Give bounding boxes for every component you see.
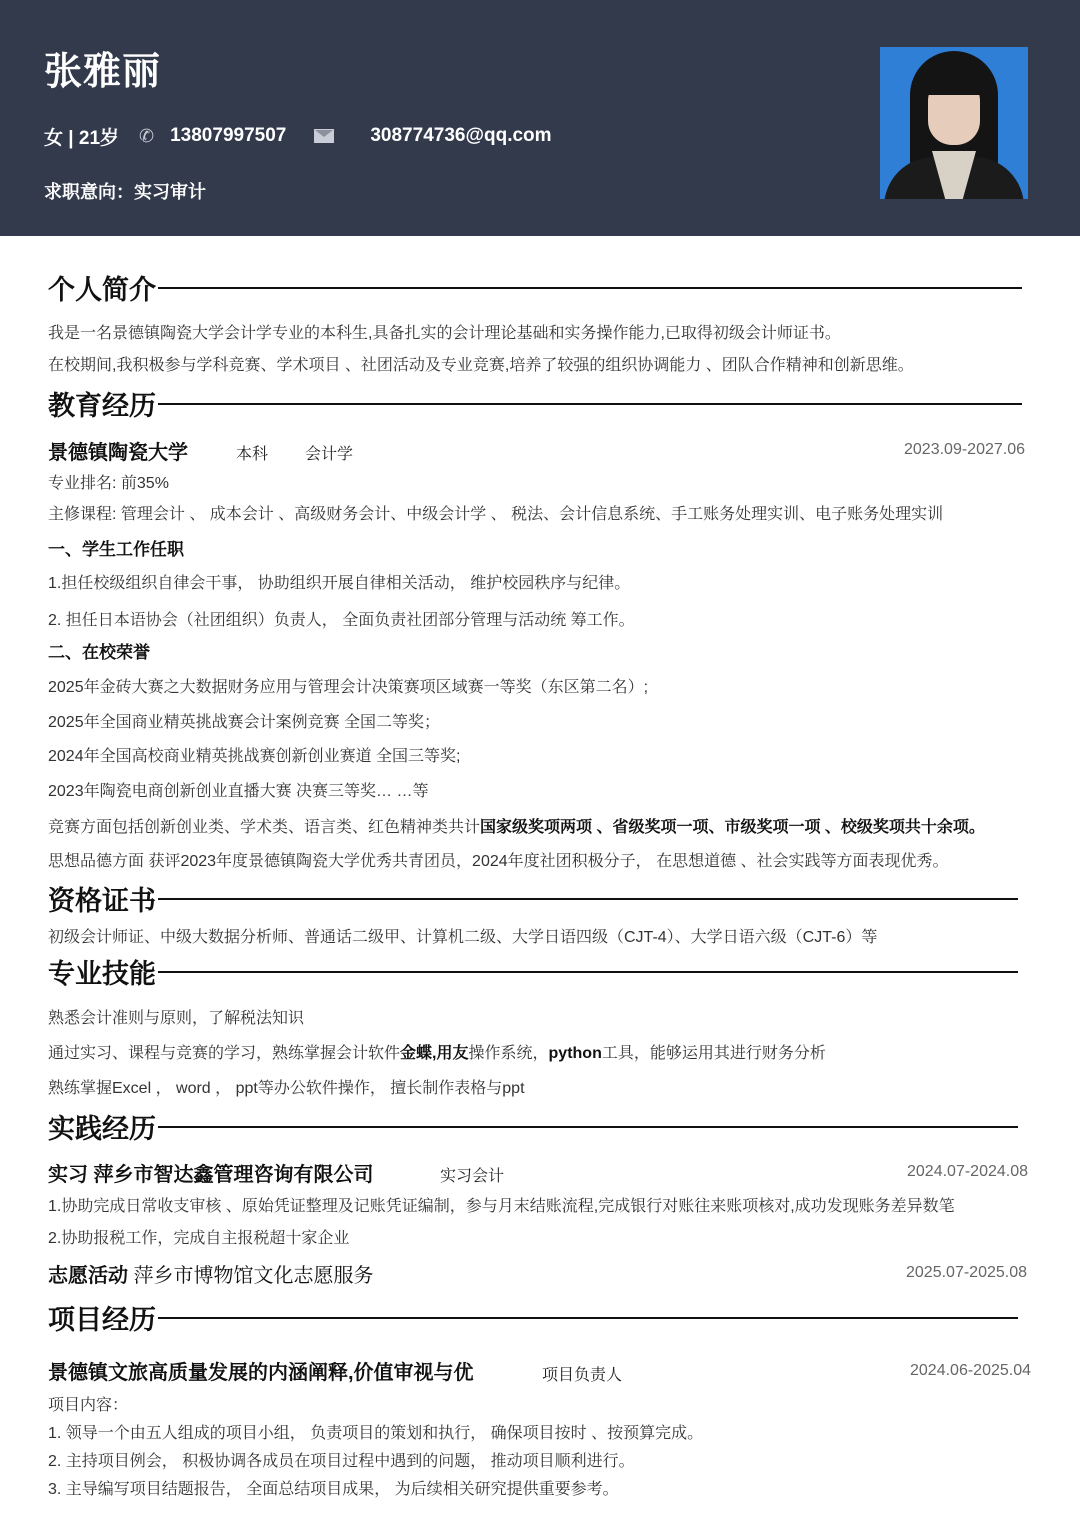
profile-line: 我是一名景德镇陶瓷大学会计学专业的本科生,具备扎实的会计理论基础和实务操作能力,已取得初级会计师证书。 [48, 325, 841, 342]
honor-item: 2025年金砖大赛之大数据财务应用与管理会计决策赛项区域赛一等奖（东区第二名）; [48, 679, 649, 696]
honor-subtitle: 二、在校荣誉 [48, 643, 150, 662]
phone-number: 13807997507 [170, 125, 287, 146]
summary-highlight: 国家级奖项两项 、省级奖项一项、市级奖项一项 、校级奖项共十余项。 [480, 819, 985, 836]
section-divider [158, 898, 1018, 900]
skill-line: 熟悉会计准则与原则，了解税法知识 [48, 1010, 305, 1027]
work-subtitle: 一、学生工作任职 [48, 540, 184, 559]
skill-text: 工具，能够运用其进行财务分析 [601, 1045, 826, 1062]
section-title-certs [48, 879, 1018, 918]
avatar [880, 47, 1028, 199]
section-label: 资格证书 [48, 886, 156, 916]
section-divider [158, 403, 1022, 405]
courses: 主修课程: 管理会计 、 成本会计 、高级财务会计、中级会计学 、 税法、会计信息系统、手工账务处理实训、电子账务处理实训 [48, 506, 944, 523]
job-intent: 求职意向：实习审计 [44, 182, 206, 202]
section-label: 个人简介 [48, 275, 156, 305]
profile-line: 在校期间,我积极参与学科竞赛、学术项目 、社团活动及专业竞赛,培养了较强的组织协调能力 、团队合作精神和创新思维。 [48, 357, 914, 374]
section-divider [158, 287, 1022, 289]
honor-item: 2024年全国高校商业精英挑战赛创新创业赛道 全国三等奖; [48, 748, 461, 765]
skill-software: 金蝶 [400, 1045, 433, 1062]
intern-item: 2.协助报税工作，完成自主报税超十家企业 [48, 1230, 350, 1247]
project-item: 1. 领导一个由五人组成的项目小组， 负责项目的策划和执行， 确保项目按时 、按预算完成。 [48, 1425, 704, 1442]
intern-item: 1.协助完成日常收支审核 、原始凭证整理及记账凭证编制，参与月末结账流程,完成银行对账往来账项核对,成功发现账务差异数笔 [48, 1198, 955, 1215]
resume-header [0, 0, 1080, 236]
candidate-name: 张雅丽 [44, 51, 162, 93]
ideology-line: 思想品德方面 获评2023年度景德镇陶瓷大学优秀共青团员，2024年度社团积极分子， 在思想道德 、社会实践等方面表现优秀。 [48, 853, 949, 870]
honor-item: 2023年陶瓷电商创新创业直播大赛 决赛三等奖… …等 [48, 783, 429, 800]
volunteer-row [48, 1259, 374, 1288]
degree: 本科 [236, 446, 269, 463]
skill-text: 操作系统， [468, 1045, 549, 1062]
skill-line: 熟练掌握Excel ， word ， ppt等办公软件操作， 擅长制作表格与ppt [48, 1080, 525, 1097]
certs-line: 初级会计师证、中级大数据分析师、普通话二级甲、计算机二级、大学日语四级（CJT-4）、大学日语六级（CJT-6）等 [48, 929, 878, 946]
summary-prefix: 竞赛方面包括创新创业类、学术类、语言类、红色精神类共计 [48, 819, 481, 836]
section-label: 项目经历 [48, 1305, 156, 1335]
section-title-projects [48, 1298, 1018, 1337]
intern-date: 2024.07-2024.08 [907, 1163, 1028, 1180]
section-divider [158, 971, 1018, 973]
skill-tool: python [548, 1045, 602, 1062]
project-content-label: 项目内容： [48, 1397, 129, 1414]
intern-role: 实习会计 [440, 1168, 505, 1185]
school-name: 景德镇陶瓷大学 [48, 442, 188, 464]
skill-text: 通过实习、课程与竞赛的学习，熟练掌握会计软件 [48, 1045, 401, 1062]
project-item: 2. 主持项目例会， 积极协调各成员在项目过程中遇到的问题， 推动项目顺利进行。 [48, 1453, 635, 1470]
major: 会计学 [305, 446, 354, 463]
mail-icon [314, 129, 334, 143]
section-divider [158, 1317, 1018, 1319]
honor-item: 2025年全国商业精英挑战赛会计案例竞赛 全国二等奖； [48, 714, 441, 731]
project-item: 3. 主导编写项目结题报告， 全面总结项目成果， 为后续相关研究提供重要参考。 [48, 1481, 619, 1498]
skill-separator: , [432, 1045, 437, 1062]
honor-summary [48, 814, 985, 837]
work-item: 2. 担任日本语协会（社团组织）负责人， 全面负责社团部分管理与活动统 筹工作。 [48, 612, 635, 629]
project-date: 2024.06-2025.04 [910, 1362, 1031, 1379]
section-title-profile [48, 268, 1022, 307]
section-title-practice [48, 1107, 1018, 1146]
project-role: 项目负责人 [542, 1367, 623, 1384]
skill-software: 用友 [436, 1045, 469, 1062]
section-title-education [48, 384, 1022, 423]
gender-age: 女 | 21岁 [44, 127, 120, 149]
volunteer-org: 萍乡市博物馆文化志愿服务 [128, 1265, 374, 1287]
work-item: 1.担任校级组织自律会干事， 协助组织开展自律相关活动， 维护校园秩序与纪律。 [48, 575, 631, 592]
project-name: 景德镇文旅高质量发展的内涵阐释,价值审视与优 [48, 1362, 474, 1384]
education-date: 2023.09-2027.06 [904, 441, 1025, 458]
section-label: 专业技能 [48, 959, 156, 989]
section-label: 教育经历 [48, 391, 156, 421]
volunteer-date: 2025.07-2025.08 [906, 1264, 1027, 1281]
contact-row [44, 122, 552, 150]
email-address: 308774736@qq.com [370, 125, 552, 146]
major-rank: 专业排名: 前35% [48, 475, 169, 492]
volunteer-label: 志愿活动 [48, 1265, 128, 1287]
section-label: 实践经历 [48, 1114, 156, 1144]
section-title-skills [48, 952, 1018, 991]
phone-icon: ✆ [139, 125, 155, 146]
skill-line [48, 1040, 826, 1063]
section-divider [158, 1126, 1018, 1128]
intern-org: 实习 萍乡市智达鑫管理咨询有限公司 [48, 1164, 374, 1186]
